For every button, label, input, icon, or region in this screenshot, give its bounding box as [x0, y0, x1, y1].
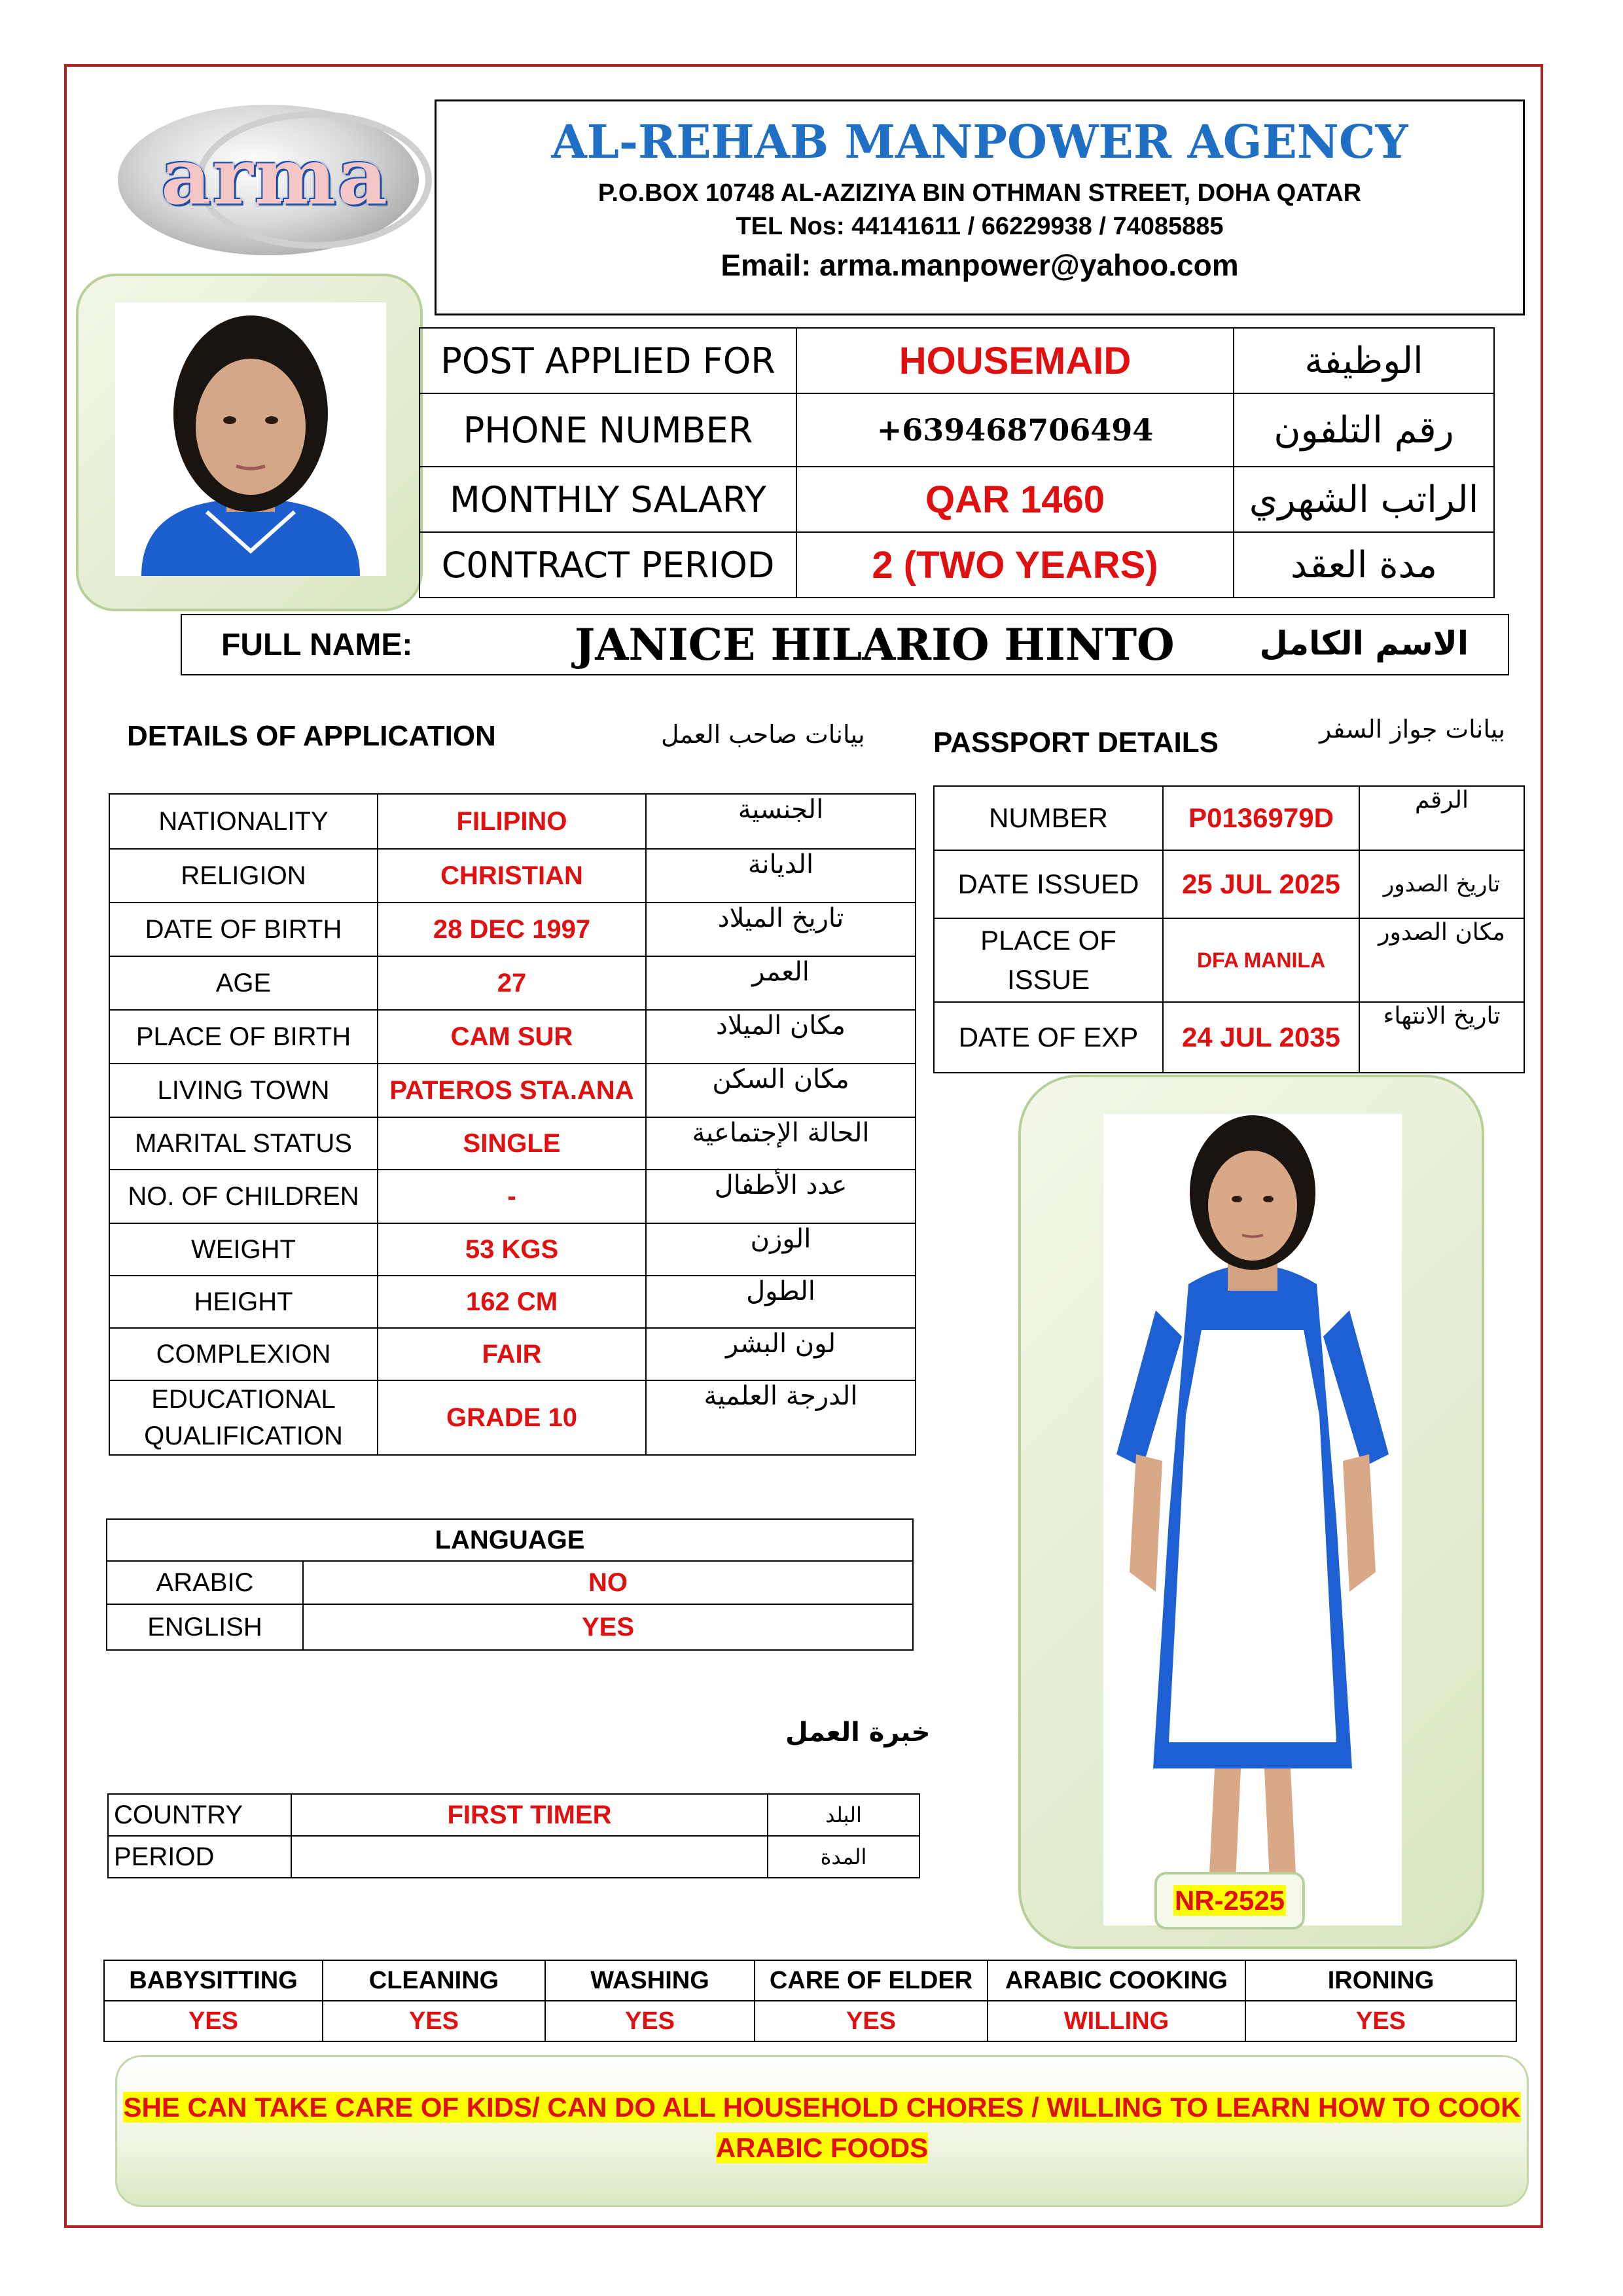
table-row [934, 918, 1524, 1002]
skill-elder-care-value: YES [755, 2001, 988, 2041]
phone-label: PHONE NUMBER [419, 393, 796, 467]
education-value: GRADE 10 [378, 1380, 646, 1455]
religion-arabic: الديانة [646, 849, 916, 903]
reference-code: NR-2525 [1174, 1885, 1285, 1916]
dob-label: DATE OF BIRTH [109, 903, 378, 956]
fullbody-photo [1103, 1114, 1402, 1926]
table-row [934, 1002, 1524, 1073]
weight-label: WEIGHT [109, 1223, 378, 1276]
nationality-label: NATIONALITY [109, 794, 378, 849]
application-table [109, 793, 916, 1456]
children-label: NO. OF CHILDREN [109, 1170, 378, 1223]
full-name-value: JANICE HILARIO HINTO [575, 619, 1175, 670]
marital-value: SINGLE [378, 1117, 646, 1170]
table-row [419, 467, 1494, 532]
experience-title-arabic: خبرة العمل [785, 1717, 931, 1748]
skill-babysitting-label: BABYSITTING [104, 1960, 323, 2001]
period-arabic: المدة [768, 1836, 919, 1878]
skills-table [103, 1960, 1517, 2042]
agency-address: P.O.BOX 10748 AL-AZIZIYA BIN OTHMAN STREET, DOHA QATAR [597, 179, 1362, 207]
passport-number-arabic: الرقم [1359, 786, 1524, 850]
table-row [107, 1561, 913, 1604]
skill-washing-value: YES [545, 2001, 755, 2041]
country-label: COUNTRY [108, 1794, 291, 1836]
living-town-label: LIVING TOWN [109, 1064, 378, 1117]
post-arabic: الوظيفة [1234, 328, 1494, 393]
nationality-arabic: الجنسية [646, 794, 916, 849]
experience-table [107, 1793, 920, 1878]
pob-label: PLACE OF BIRTH [109, 1010, 378, 1064]
date-issued-arabic: تاريخ الصدور [1359, 850, 1524, 918]
table-row [934, 850, 1524, 918]
passport-number-value: P0136979D [1163, 786, 1359, 850]
marital-arabic: الحالة الإجتماعية [646, 1117, 916, 1170]
complexion-value: FAIR [378, 1328, 646, 1380]
table-row [107, 1519, 913, 1561]
arabic-lang-label: ARABIC [107, 1561, 303, 1604]
logo: arma [161, 131, 389, 222]
height-label: HEIGHT [109, 1276, 378, 1328]
children-arabic: عدد الأطفال [646, 1170, 916, 1223]
skill-elder-care-label: CARE OF ELDER [755, 1960, 988, 2001]
contract-label: C0NTRACT PERIOD [419, 532, 796, 598]
phone-value: +639468706494 [796, 393, 1234, 467]
dob-arabic: تاريخ الميلاد [646, 903, 916, 956]
remarks-line-1: SHE CAN TAKE CARE OF KIDS/ CAN DO ALL HOUSEHOLD CHORES / WILLING TO LEARN HOW TO COOK [123, 2092, 1521, 2123]
period-label: PERIOD [108, 1836, 291, 1878]
table-row [108, 1836, 919, 1878]
table-row [419, 328, 1494, 393]
education-label: EDUCATIONAL QUALIFICATION [109, 1380, 378, 1455]
living-town-value: PATEROS STA.ANA [378, 1064, 646, 1117]
country-arabic: البلد [768, 1794, 919, 1836]
table-row [109, 849, 916, 903]
place-of-issue-value: DFA MANILA [1163, 918, 1359, 1002]
age-label: AGE [109, 956, 378, 1010]
height-arabic: الطول [646, 1276, 916, 1328]
date-exp-arabic: تاريخ الانتهاء [1359, 1002, 1524, 1073]
headshot-frame [76, 274, 423, 611]
skill-washing-label: WASHING [545, 1960, 755, 2001]
passport-table [933, 785, 1525, 1073]
table-row [419, 532, 1494, 598]
language-table [106, 1518, 914, 1651]
education-arabic: الدرجة العلمية [646, 1380, 916, 1455]
date-issued-label: DATE ISSUED [934, 850, 1163, 918]
date-exp-label: DATE OF EXP [934, 1002, 1163, 1073]
weight-value: 53 KGS [378, 1223, 646, 1276]
english-lang-value: YES [303, 1604, 913, 1650]
arabic-lang-value: NO [303, 1561, 913, 1604]
table-row [104, 1960, 1516, 2001]
table-row [109, 956, 916, 1010]
place-of-issue-label: PLACE OF ISSUE [934, 918, 1163, 1002]
passport-title: PASSPORT DETAILS [933, 726, 1219, 759]
agency-tel: TEL Nos: 44141611 / 66229938 / 74085885 [736, 213, 1224, 240]
salary-arabic: الراتب الشهري [1234, 467, 1494, 532]
country-value: FIRST TIMER [291, 1794, 768, 1836]
table-row [109, 1276, 916, 1328]
post-value: HOUSEMAID [796, 328, 1234, 393]
skill-arabic-cooking-value: WILLING [988, 2001, 1245, 2041]
full-name-arabic: الاسم الكامل [1259, 624, 1469, 662]
table-row [109, 1010, 916, 1064]
age-value: 27 [378, 956, 646, 1010]
skill-babysitting-value: YES [104, 2001, 323, 2041]
table-row [104, 2001, 1516, 2041]
salary-value: QAR 1460 [796, 467, 1234, 532]
post-label: POST APPLIED FOR [419, 328, 796, 393]
table-row [107, 1604, 913, 1650]
table-row [109, 1117, 916, 1170]
job-info-table [419, 327, 1495, 598]
date-issued-value: 25 JUL 2025 [1163, 850, 1359, 918]
remarks-line-2: ARABIC FOODS [715, 2132, 929, 2163]
table-row [109, 1380, 916, 1455]
phone-arabic: رقم التلفون [1234, 393, 1494, 467]
contract-arabic: مدة العقد [1234, 532, 1494, 598]
complexion-label: COMPLEXION [109, 1328, 378, 1380]
agency-name: AL-REHAB MANPOWER AGENCY [551, 115, 1408, 169]
application-title: DETAILS OF APPLICATION [127, 720, 496, 752]
table-row [109, 903, 916, 956]
complexion-arabic: لون البشر [646, 1328, 916, 1380]
reference-code-badge [1154, 1872, 1305, 1929]
place-of-issue-arabic: مكان الصدور [1359, 918, 1524, 1002]
skill-arabic-cooking-label: ARABIC COOKING [988, 1960, 1245, 2001]
skill-cleaning-label: CLEANING [323, 1960, 545, 2001]
children-value: - [378, 1170, 646, 1223]
table-row [108, 1794, 919, 1836]
full-name-box [181, 614, 1509, 675]
marital-label: MARITAL STATUS [109, 1117, 378, 1170]
age-arabic: العمر [646, 956, 916, 1010]
agency-header [435, 99, 1525, 315]
passport-title-arabic: بيانات جواز السفر [1319, 715, 1505, 744]
religion-label: RELIGION [109, 849, 378, 903]
skill-ironing-value: YES [1245, 2001, 1516, 2041]
table-row [934, 786, 1524, 850]
table-row [109, 1223, 916, 1276]
height-value: 162 CM [378, 1276, 646, 1328]
table-row [419, 393, 1494, 467]
period-value [291, 1836, 768, 1878]
dob-value: 28 DEC 1997 [378, 903, 646, 956]
remarks-box [115, 2055, 1529, 2207]
contract-value: 2 (TWO YEARS) [796, 532, 1234, 598]
salary-label: MONTHLY SALARY [419, 467, 796, 532]
headshot-photo [115, 302, 386, 576]
nationality-value: FILIPINO [378, 794, 646, 849]
application-title-arabic: بيانات صاحب العمل [661, 720, 865, 749]
full-name-label: FULL NAME: [221, 628, 413, 662]
table-row [109, 1170, 916, 1223]
weight-arabic: الوزن [646, 1223, 916, 1276]
living-town-arabic: مكان السكن [646, 1064, 916, 1117]
date-exp-value: 24 JUL 2035 [1163, 1002, 1359, 1073]
language-title: LANGUAGE [107, 1519, 913, 1561]
skill-cleaning-value: YES [323, 2001, 545, 2041]
passport-number-label: NUMBER [934, 786, 1163, 850]
pob-arabic: مكان الميلاد [646, 1010, 916, 1064]
table-row [109, 1328, 916, 1380]
religion-value: CHRISTIAN [378, 849, 646, 903]
agency-email: Email: arma.manpower@yahoo.com [721, 248, 1239, 282]
skill-ironing-label: IRONING [1245, 1960, 1516, 2001]
fullbody-frame [1018, 1075, 1484, 1949]
pob-value: CAM SUR [378, 1010, 646, 1064]
english-lang-label: ENGLISH [107, 1604, 303, 1650]
table-row [109, 794, 916, 849]
table-row [109, 1064, 916, 1117]
